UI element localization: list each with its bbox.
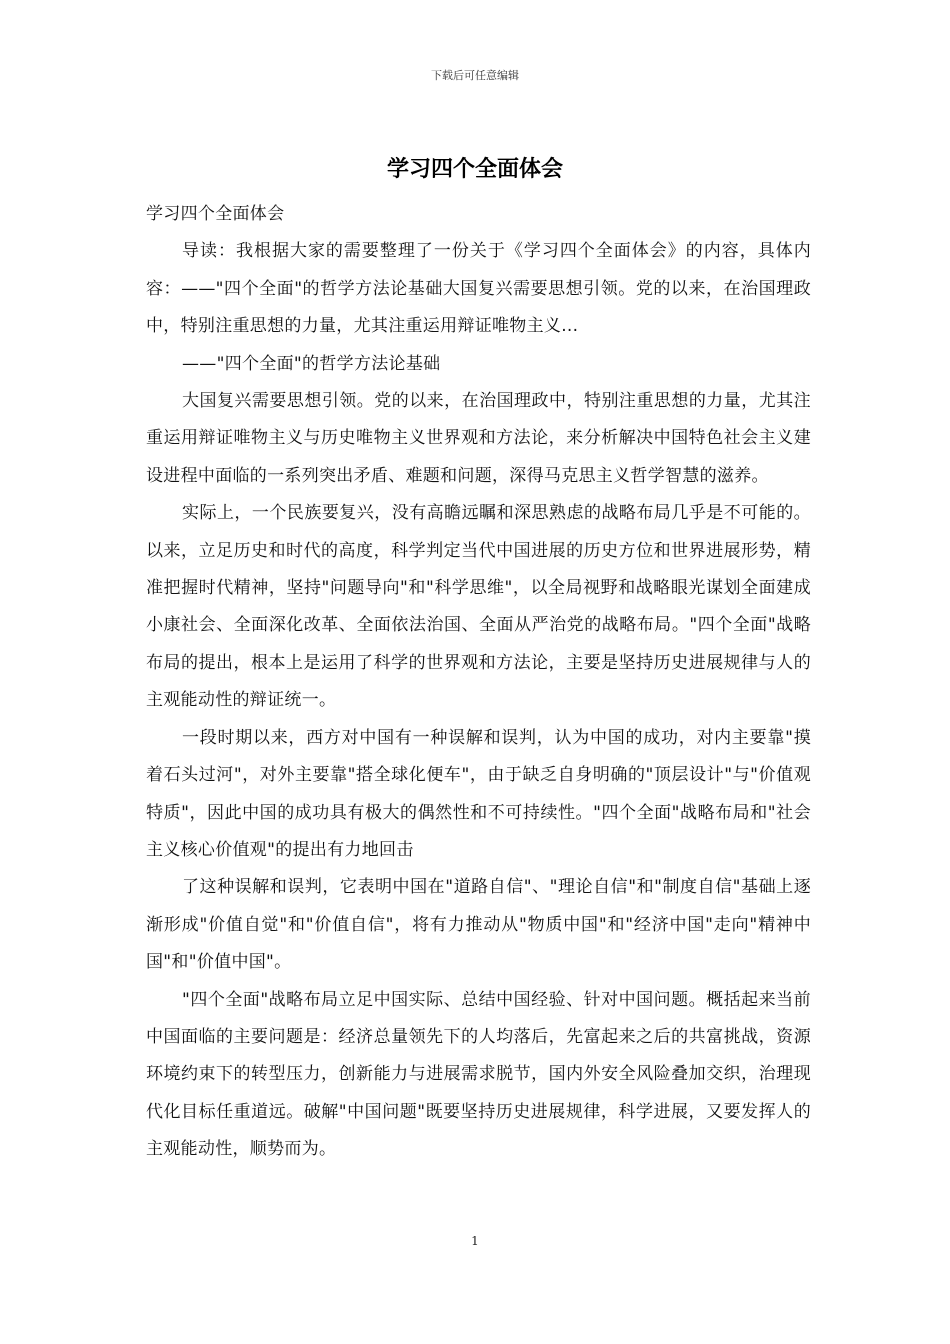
body-paragraph: 了这种误解和误判，它表明中国在"道路自信"、"理论自信"和"制度自信"基础上逐渐形成"价值自觉"和"价值自信"，将有力推动从"物质中国"和"经济中国"走向"精神中国"和"价值中国"。 (146, 877, 811, 973)
subtitle-paragraph: 学习四个全面体会 (146, 204, 285, 224)
document-body (146, 196, 811, 1169)
page-number: 1 (471, 1234, 479, 1248)
intro-paragraph: 导读：我根据大家的需要整理了一份关于《学习四个全面体会》的内容，具体内容：——"四个全面"的哲学方法论基础大国复兴需要思想引领。党的以来，在治国理政中，特别注重思想的力量，尤其注重运用辩证唯物主义... (146, 241, 811, 337)
body-paragraph: 大国复兴需要思想引领。党的以来，在治国理政中，特别注重思想的力量，尤其注重运用辩证唯物主义与历史唯物主义世界观和方法论，来分析解决中国特色社会主义建设进程中面临的一系列突出矛盾、难题和问题，深得马克思主义哲学智慧的滋养。 (146, 391, 811, 486)
section-heading: ——"四个全面"的哲学方法论基础 (182, 353, 441, 374)
body-paragraph: "四个全面"战略布局立足中国实际、总结中国经验、针对中国问题。概括起来当前中国面临的主要问题是：经济总量领先下的人均落后，先富起来之后的共富挑战，资源环境约束下的转型压力，创新能力与进展需求脱节，国内外安全风险叠加交织，治理现代化目标任重道远。破解"中国问题"既要坚持历史进展规律，科学进展，又要发挥人的主观能动性，顺势而为。 (146, 989, 811, 1160)
document-title: 学习四个全面体会 (386, 157, 563, 182)
header-note: 下载后可任意编辑 (431, 69, 519, 82)
body-paragraph: 实际上，一个民族要复兴，没有高瞻远瞩和深思熟虑的战略布局几乎是不可能的。以来，立足历史和时代的高度，科学判定当代中国进展的历史方位和世界进展形势，精准把握时代精神，坚持"问题导向"和"科学思维"，以全局视野和战略眼光谋划全面建成小康社会、全面深化改革、全面依法治国、全面从严治党的战略布局。"四个全面"战略布局的提出，根本上是运用了科学的世界观和方法论，主要是坚持历史进展规律与人的主观能动性的辩证统一。 (146, 503, 811, 711)
body-paragraph: 一段时期以来，西方对中国有一种误解和误判，认为中国的成功，对内主要靠"摸着石头过河"，对外主要靠"搭全球化便车"，由于缺乏自身明确的"顶层设计"与"价值观特质"，因此中国的成功具有极大的偶然性和不可持续性。"四个全面"战略布局和"社会主义核心价值观"的提出有力地回击 (146, 727, 811, 860)
